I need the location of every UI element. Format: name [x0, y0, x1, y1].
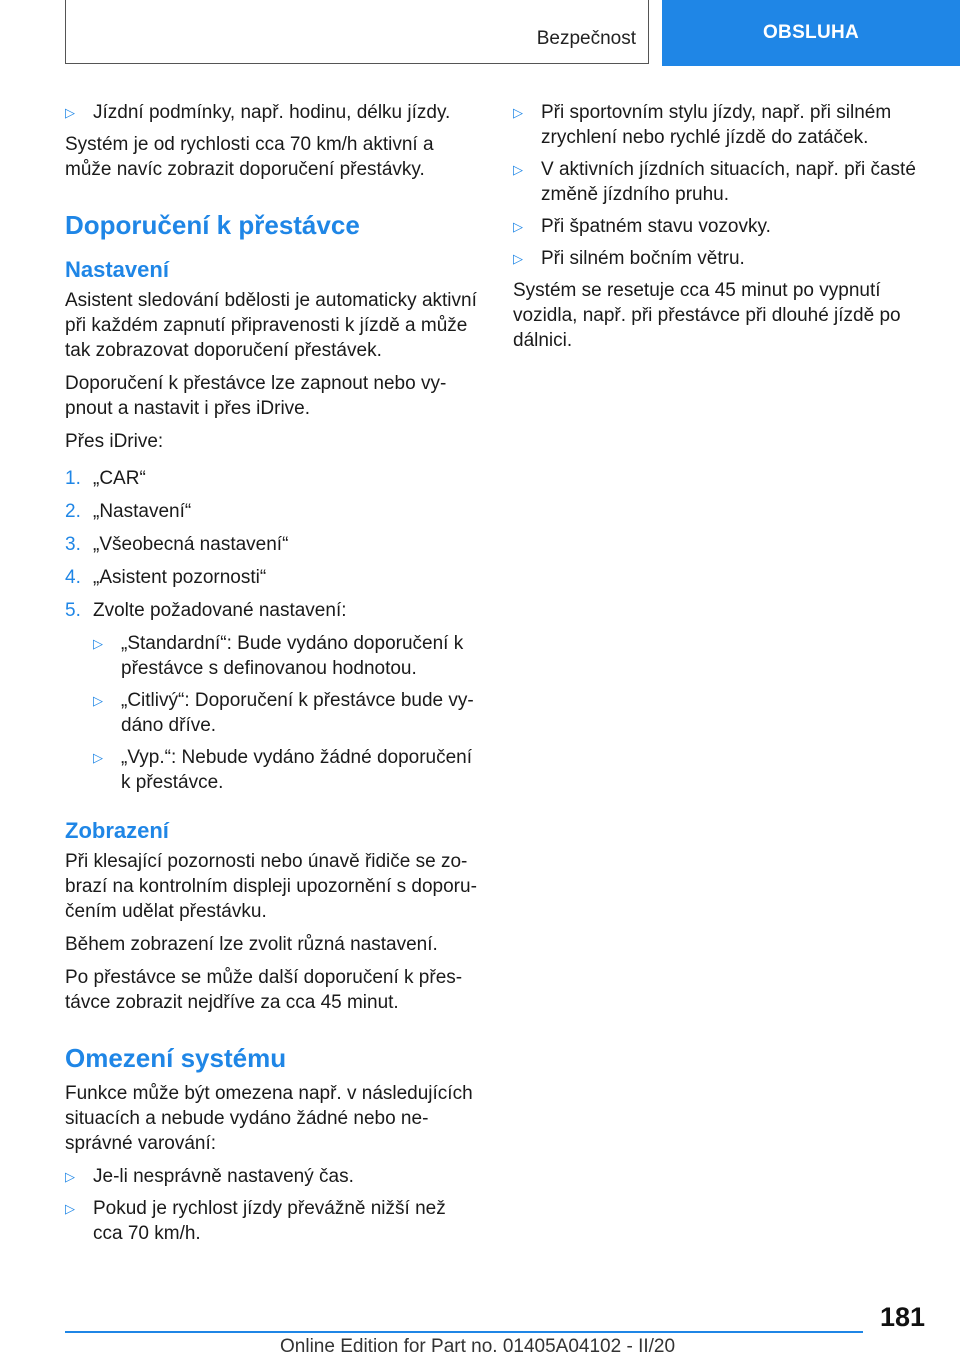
triangle-bullet-icon: ▷	[93, 693, 103, 708]
subheading-settings: Nastavení	[65, 257, 169, 282]
list-item: ▷ „Vyp.“: Nebude vydáno žádné doporučení k přestávce.	[93, 747, 473, 793]
list-item: ▷ Při špatném stavu vozovky.	[513, 216, 771, 237]
header-box	[65, 0, 649, 64]
list-item: 5. Zvolte požadované nastavení:	[65, 600, 347, 621]
left-column	[65, 100, 477, 1253]
header-section-title: Bezpečnost	[536, 28, 636, 49]
section-heading-system-limits: Omezení systému	[65, 1043, 287, 1073]
list-item: ▷ V aktivních jízdních situacích, např. při časté změně jízdního pruhu.	[513, 159, 916, 205]
paragraph: Systém je od rychlosti cca 70 km/h aktivní a může navíc zobrazit doporučení přestávky.	[65, 134, 434, 180]
step-options	[93, 631, 477, 795]
paragraph: Po přestávce se může další doporučení k přestávce zobrazit nejdříve za cca 45 minut.	[65, 967, 463, 1013]
list-item: ▷ Pokud je rychlost jízdy převážně nižší než cca 70 km/h.	[65, 1198, 446, 1244]
paragraph: Asistent sledování bdělosti je automaticky aktivní při každém zapnutí připravenosti k jízdě a může tak zobrazovat doporučení přestávek.	[65, 290, 477, 361]
subheading-display: Zobrazení	[65, 818, 169, 843]
paragraph: Systém se resetuje cca 45 minut po vypnutí vozidla, např. při přestávce při dlouhé jízdě po dálnici.	[513, 280, 901, 351]
paragraph: Přes iDrive:	[65, 431, 164, 452]
list-item: 2. „Nastavení“	[65, 501, 192, 522]
list-item: ▷ „Standardní“: Bude vydáno doporučení k přestávce s definovanou hodnotou.	[93, 633, 464, 679]
footer-edition-text: Online Edition for Part no. 01405A04102 - II/20	[280, 1336, 676, 1357]
list-item: 4. „Asistent pozornosti“	[65, 567, 267, 588]
paragraph: Při klesající pozornosti nebo únavě řidiče se zobrazí na kontrolním displeji upozornění s doporučením udělat přestávku.	[65, 851, 477, 922]
paragraph: Doporučení k přestávce lze zapnout nebo vypnout a nastavit i přes iDrive.	[65, 373, 447, 419]
list-item: 3. „Všeobecná nastavení“	[65, 534, 289, 555]
triangle-bullet-icon: ▷	[65, 105, 75, 120]
list-item: ▷ Při sportovním stylu jízdy, např. při silném zrychlení nebo rychlé jízdě do zatáček.	[513, 102, 892, 148]
triangle-bullet-icon: ▷	[513, 162, 523, 177]
list-item: ▷ „Citlivý“: Doporučení k přestávce bude vydáno dříve.	[93, 690, 474, 736]
list-item: ▷ Je-li nesprávně nastavený čas.	[65, 1166, 354, 1187]
right-column	[513, 100, 928, 361]
page-number: 181	[879, 1302, 925, 1332]
footer-divider	[65, 1331, 863, 1333]
triangle-bullet-icon: ▷	[93, 636, 103, 651]
triangle-bullet-icon: ▷	[93, 750, 103, 765]
header-chapter-tab[interactable]: OBSLUHA	[662, 0, 960, 66]
list-item: 1. „CAR“	[65, 468, 146, 489]
numbered-steps	[65, 466, 477, 795]
triangle-bullet-icon: ▷	[65, 1201, 75, 1216]
triangle-bullet-icon: ▷	[65, 1169, 75, 1184]
triangle-bullet-icon: ▷	[513, 219, 523, 234]
paragraph: Během zobrazení lze zvolit různá nastavení.	[65, 934, 438, 955]
paragraph: Funkce může být omezena např. v následujících situacích a nebude vydáno žádné nebo nesprávné varování:	[65, 1083, 473, 1154]
triangle-bullet-icon: ▷	[513, 251, 523, 266]
list-item: ▷ Jízdní podmínky, např. hodinu, délku jízdy.	[65, 102, 451, 123]
list-item: ▷ Při silném bočním větru.	[513, 248, 745, 269]
triangle-bullet-icon: ▷	[513, 105, 523, 120]
section-heading-break-recommendation: Doporučení k přestávce	[65, 210, 360, 240]
